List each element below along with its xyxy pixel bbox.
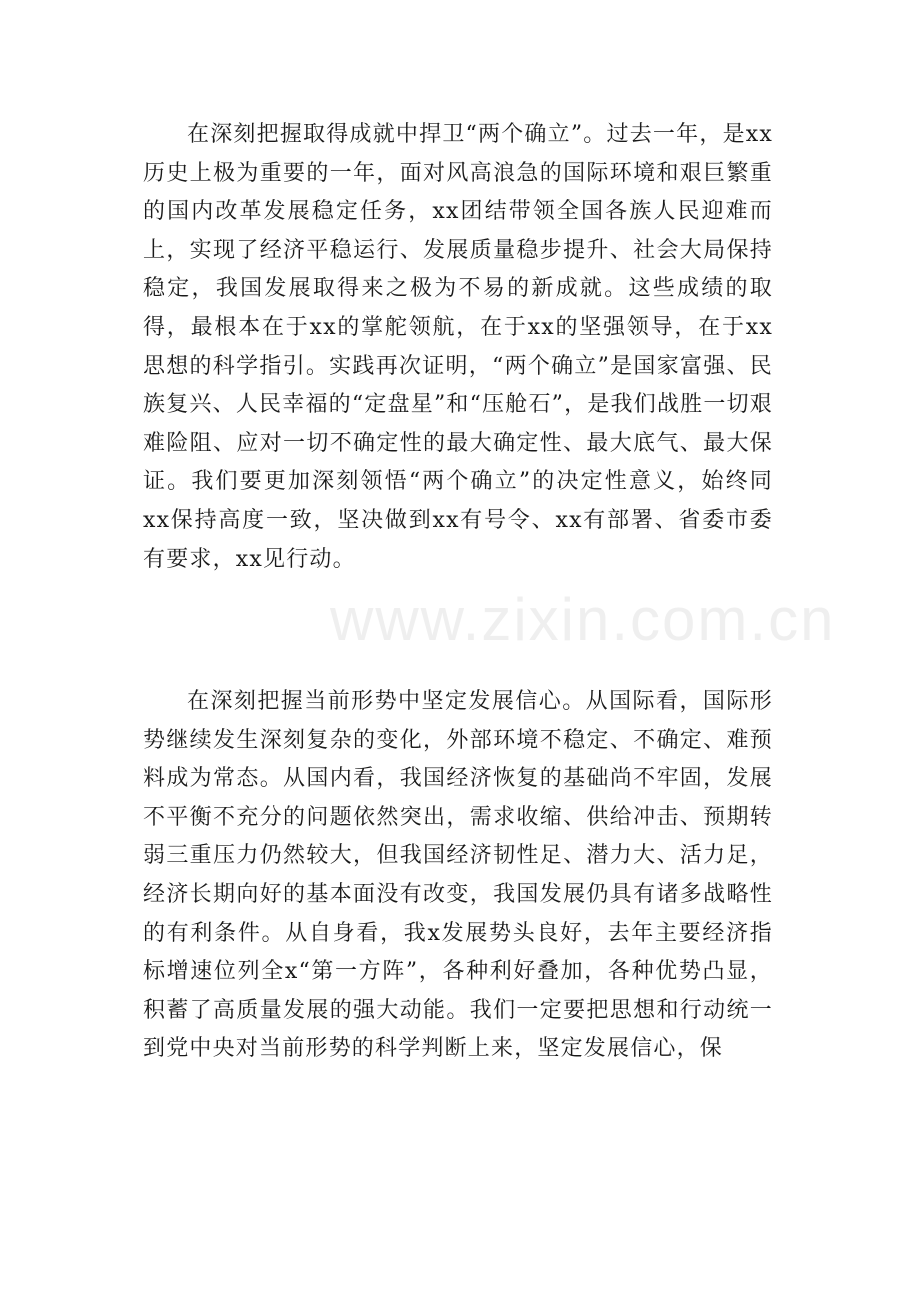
paragraph-1-container	[143, 116, 773, 579]
paragraph-2: 在深刻把握当前形势中坚定发展信心。从国际看，国际形势继续发生深刻复杂的变化，外部环境不稳定、不确定、难预料成为常态。从国内看，我国经济恢复的基础尚不牢固，发展不平衡不充分的问题依然突出，需求收缩、供给冲击、预期转弱三重压力仍然较大，但我国经济韧性足、潜力大、活力足，经济长期向好的基本面没有改变，我国发展仍具有诸多战略性的有利条件。从自身看，我x发展势头良好，去年主要经济指标增速位列全x“第一方阵”，各种利好叠加，各种优势凸显，积蓄了高质量发展的强大动能。我们一定要把思想和行动统一到党中央对当前形势的科学判断上来，坚定发展信心，保	[143, 689, 773, 1062]
watermark: www.zixin.com.cn	[330, 586, 836, 653]
paragraph-1: 在深刻把握取得成就中捍卫“两个确立”。过去一年，是xx历史上极为重要的一年，面对风高浪急的国际环境和艰巨繁重的国内改革发展稳定任务，xx团结带领全国各族人民迎难而上，实现了经济平稳运行、发展质量稳步提升、社会大局保持稳定，我国发展取得来之极为不易的新成就。这些成绩的取得，最根本在于xx的掌舵领航，在于xx的坚强领导，在于xx思想的科学指引。实践再次证明，“两个确立”是国家富强、民族复兴、人民幸福的“定盘星”和“压舱石”，是我们战胜一切艰难险阻、应对一切不确定性的最大确定性、最大底气、最大保证。我们要更加深刻领悟“两个确立”的决定性意义，始终同xx保持高度一致，坚决做到xx有号令、xx有部署、省委市委有要求，xx见行动。	[143, 122, 773, 572]
paragraph-2-container	[143, 683, 773, 1069]
